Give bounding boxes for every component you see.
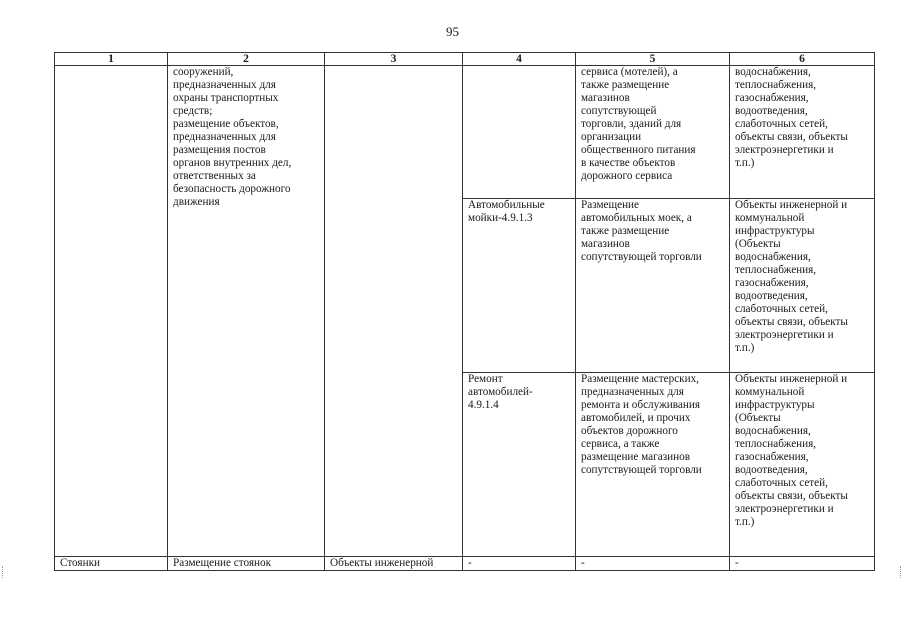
table-cell: Размещение мастерских, предназначенных для ремонта и обслуживания автомобилей, и прочих объектов дорожного сервиса, а также размещение магазинов сопутствующей торговли bbox=[576, 373, 730, 557]
column-header-3: 3 bbox=[325, 53, 463, 66]
table-cell: Объекты инженерной bbox=[325, 557, 463, 571]
table-cell: Автомобильные мойки-4.9.1.3 bbox=[463, 199, 576, 373]
scan-edge-mark bbox=[900, 566, 903, 578]
table-row bbox=[55, 557, 875, 571]
table-cell: - bbox=[730, 557, 875, 571]
column-header-4: 4 bbox=[463, 53, 576, 66]
table-row bbox=[55, 66, 875, 199]
column-header-6: 6 bbox=[730, 53, 875, 66]
table-cell bbox=[325, 66, 463, 557]
table-cell: Объекты инженерной и коммунальной инфраструктуры (Объекты водоснабжения, теплоснабжения, газоснабжения, водоотведения, слаботочных сетей, объекты связи, объекты электроэнергетики и т.п.) bbox=[730, 199, 875, 373]
table-cell: Объекты инженерной и коммунальной инфраструктуры (Объекты водоснабжения, теплоснабжения, газоснабжения, водоотведения, слаботочных сетей, объекты связи, объекты электроэнергетики и т.п.) bbox=[730, 373, 875, 557]
column-header-2: 2 bbox=[168, 53, 325, 66]
column-header-5: 5 bbox=[576, 53, 730, 66]
table-cell: Ремонт автомобилей- 4.9.1.4 bbox=[463, 373, 576, 557]
table-cell: Стоянки bbox=[55, 557, 168, 571]
table-header-row bbox=[55, 53, 875, 66]
table-cell: сооружений, предназначенных для охраны транспортных средств; размещение объектов, предназначенных для размещения постов органов внутренних дел, ответственных за безопасность дорожного движения bbox=[168, 66, 325, 557]
table-cell bbox=[463, 66, 576, 199]
table-cell: - bbox=[576, 557, 730, 571]
scan-edge-mark bbox=[2, 566, 5, 578]
table-cell: сервиса (мотелей), а также размещение магазинов сопутствующей торговли, зданий для организации общественного питания в качестве объектов дорожного сервиса bbox=[576, 66, 730, 199]
page-number: 95 bbox=[446, 24, 459, 39]
table-cell bbox=[55, 66, 168, 557]
table-cell: Размещение стоянок bbox=[168, 557, 325, 571]
table-cell: Размещение автомобильных моек, а также размещение магазинов сопутствующей торговли bbox=[576, 199, 730, 373]
table-cell: - bbox=[463, 557, 576, 571]
zoning-table bbox=[54, 52, 875, 571]
table-cell: водоснабжения, теплоснабжения, газоснабжения, водоотведения, слаботочных сетей, объекты связи, объекты электроэнергетики и т.п.) bbox=[730, 66, 875, 199]
column-header-1: 1 bbox=[55, 53, 168, 66]
